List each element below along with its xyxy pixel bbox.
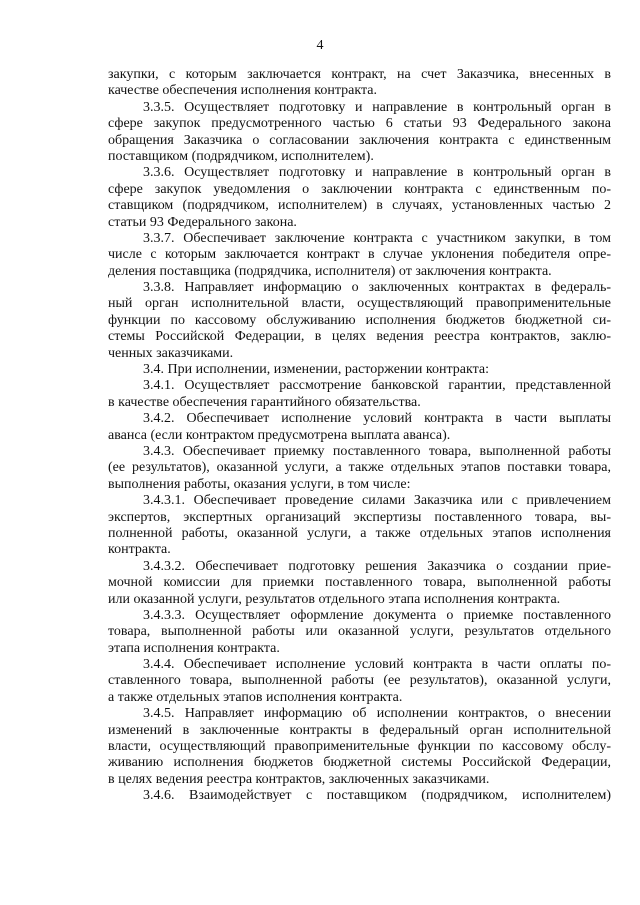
text-line: числе с которым заключается контракт в случае уклонения победителя опре- [108, 247, 611, 263]
text-line: 3.4.3. Обеспечивает приемку поставленного товара, выполненной работы [143, 443, 611, 459]
text-line: закупки, с которым заключается контракт, на счет Заказчика, внесенных в [108, 67, 611, 82]
text-line: мочной комиссии для приемки поставленного товара, выполненной работы [108, 575, 611, 591]
text-line: (ее результатов), оказанной услуги, а также отдельных этапов поставки товара, [108, 460, 611, 476]
text-line: 3.4.2. Обеспечивает исполнение условий контракта в части выплаты [143, 411, 611, 427]
text-line: стемы Российской Федерации, в целях ведения реестра контрактов, заклю- [108, 329, 611, 345]
text-line: 3.4.1. Осуществляет рассмотрение банковской гарантии, представленной [143, 378, 611, 394]
text-line: контракта. [108, 542, 171, 558]
text-line: в целях ведения реестра контрактов, заключенных заказчиками. [108, 771, 490, 787]
text-line: живанию исполнения бюджетов бюджетной системы Российской Федерации, [108, 755, 611, 771]
text-line: этапа исполнения контракта. [108, 640, 280, 656]
text-line: изменений в заключенные контракты в федеральный орган исполнительной [108, 722, 611, 738]
text-line: в качестве обеспечения гарантийного обязательства. [108, 394, 421, 410]
text-line: сфере закупок уведомления о заключении контракта с единственным по- [108, 181, 611, 197]
text-line: ставленного товара, выполненной работы (ее результатов), оказанной услуги, [108, 673, 611, 689]
text-line: 3.4.3.2. Обеспечивает подготовку решения Заказчика о создании прие- [143, 558, 611, 574]
text-line: 3.3.5. Осуществляет подготовку и направление в контрольный орган в [143, 99, 611, 115]
text-line: 3.3.8. Направляет информацию о заключенных контрактах в федераль- [143, 280, 611, 296]
text-line: 3.4.6. Взаимодействует с поставщиком (подрядчиком, исполнителем) [143, 788, 611, 804]
text-line: 3.4. При исполнении, изменении, расторжении контракта: [143, 362, 490, 378]
text-line: 3.4.5. Направляет информацию об исполнении контрактов, о внесении [143, 706, 611, 722]
text-line: ный орган исполнительной власти, осуществляющий правоприменительные [108, 296, 611, 312]
text-line: функции по кассовому обслуживанию исполнения бюджетов бюджетной си- [108, 312, 611, 328]
text-line: поставщиком (подрядчиком, исполнителем). [108, 148, 374, 164]
text-line: или оказанной услуги, результатов отдельного этапа исполнения контракта. [108, 591, 561, 607]
text-line: ченных заказчиками. [108, 345, 234, 361]
text-line: а также отдельных этапов исполнения контракта. [108, 689, 403, 705]
text-line: аванса (если контрактом предусмотрена выплата аванса). [108, 427, 451, 443]
text-line: ставщиком (подрядчиком, исполнителем) в случаях, установленных частью 2 [108, 198, 611, 214]
text-line: 3.4.3.1. Обеспечивает проведение силами Заказчика или с привлечением [143, 493, 611, 509]
text-line: обращения Заказчика о согласовании заключения контракта с единственным [108, 132, 611, 148]
text-line: 3.3.7. Обеспечивает заключение контракта с участником закупки, в том [143, 230, 611, 246]
text-line: власти, осуществляющий правоприменительные функции по кассовому обслу- [108, 739, 611, 755]
text-line: качестве обеспечения исполнения контракта. [108, 83, 378, 99]
text-line: экспертов, экспертных организаций экспертизы поставленного товара, вы- [108, 509, 611, 525]
text-line: 3.4.4. Обеспечивает исполнение условий контракта в части оплаты по- [143, 657, 611, 673]
document-body [108, 67, 611, 805]
text-line: 3.3.6. Осуществляет подготовку и направление в контрольный орган в [143, 165, 611, 181]
page-number: 4 [316, 38, 324, 53]
text-line: полненной работы, оказанной услуги, а также отдельных этапов исполнения [108, 525, 611, 541]
text-line: выполнения работы, оказания услуги, в том числе: [108, 476, 411, 492]
text-line: статьи 93 Федерального закона. [108, 214, 297, 230]
text-line: деления поставщика (подрядчика, исполнителя) от заключения контракта. [108, 263, 552, 279]
text-line: товара, выполненной работы или оказанной услуги, результатов отдельного [108, 624, 611, 640]
text-line: сфере закупок предусмотренного частью 6 статьи 93 Федерального закона [108, 116, 611, 132]
text-line: 3.4.3.3. Осуществляет оформление документа о приемке поставленного [143, 607, 611, 623]
